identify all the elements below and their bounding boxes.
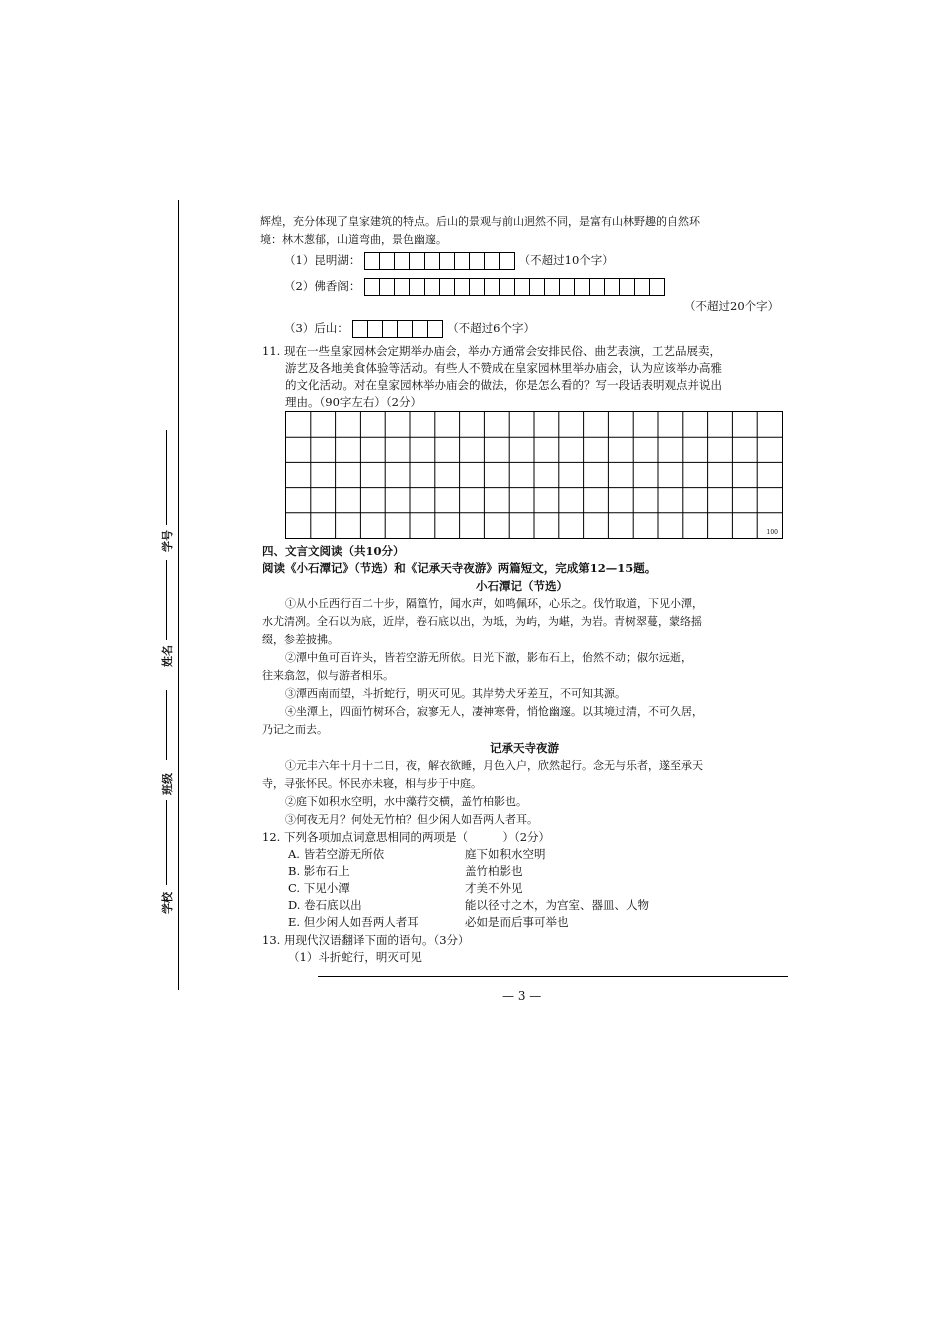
answer-box-cell[interactable] bbox=[455, 253, 470, 269]
text2-title: 记承天寺夜游 bbox=[490, 741, 559, 755]
margin-label-banji: 班级 bbox=[161, 773, 174, 795]
q10-kunming-label: （1）昆明湖： bbox=[284, 253, 361, 267]
answer-box-cell[interactable] bbox=[353, 321, 368, 337]
q11-line-3: 的文化活动。对在皇家园林举办庙会的做法，你是怎么看的？写一段话表明观点并说出 bbox=[285, 378, 722, 392]
q11-line-1: 11. 现在一些皇家园林会定期举办庙会，举办方通常会安排民俗、曲艺表演，工艺品展卖， bbox=[262, 344, 721, 358]
q12-option-a-right: 庭下如积水空明 bbox=[465, 847, 546, 861]
answer-box-cell[interactable] bbox=[425, 279, 440, 295]
answer-box-cell[interactable] bbox=[530, 279, 545, 295]
text1-line-7: ④坐潭上，四面竹树环合，寂寥无人，凄神寒骨，悄怆幽邃。以其境过清，不可久居， bbox=[285, 705, 703, 718]
q12-option-e-right: 必如是而后事可举也 bbox=[465, 915, 569, 929]
q10-foxiang-label: （2）佛香阁： bbox=[284, 279, 361, 293]
answer-box-cell[interactable] bbox=[365, 279, 380, 295]
q12-option-e-left: E. 但少闲人如吾两人者耳 bbox=[288, 915, 419, 929]
answer-box-cell[interactable] bbox=[395, 279, 410, 295]
margin-label-xuexiao: 学校 bbox=[161, 892, 174, 914]
xuehao-field-line bbox=[166, 430, 167, 525]
q12-option-d-right: 能以径寸之木，为宫室、器皿、人物 bbox=[465, 898, 649, 912]
q10-foxiang-boxes[interactable] bbox=[364, 278, 665, 296]
text1-line-2: 水尤清冽。全石以为底，近岸，卷石底以出，为坻，为屿，为嵁，为岩。青树翠蔓，蒙络摇 bbox=[262, 615, 702, 628]
q10-houshan-label: （3）后山： bbox=[284, 321, 349, 335]
answer-box-cell[interactable] bbox=[425, 253, 440, 269]
q10-houshan-limit: （不超过6个字） bbox=[447, 321, 535, 335]
page-number: — 3 — bbox=[502, 989, 542, 1003]
q11-answer-grid[interactable] bbox=[285, 411, 783, 539]
answer-box-cell[interactable] bbox=[368, 321, 383, 337]
answer-box-cell[interactable] bbox=[485, 279, 500, 295]
answer-box-cell[interactable] bbox=[410, 253, 425, 269]
q11-grid-count-mark: 100 bbox=[766, 529, 778, 536]
answer-box-cell[interactable] bbox=[428, 321, 442, 337]
answer-box-cell[interactable] bbox=[545, 279, 560, 295]
text1-title: 小石潭记（节选） bbox=[476, 579, 568, 593]
q10-houshan-row bbox=[284, 320, 535, 338]
q12-option-d-left: D. 卷石底以出 bbox=[288, 898, 362, 912]
answer-box-cell[interactable] bbox=[455, 279, 470, 295]
text1-line-4: ②潭中鱼可百许头，皆若空游无所依。日光下澈，影布石上，佁然不动；俶尔远逝， bbox=[285, 651, 692, 664]
answer-box-cell[interactable] bbox=[500, 279, 515, 295]
q10-foxiang-limit: （不超过20个字） bbox=[684, 299, 780, 313]
intro-line-1: 辉煌，充分体现了皇家建筑的特点。后山的景观与前山迥然不同，是富有山林野趣的自然环 bbox=[260, 215, 700, 228]
text2-line-4: ③何夜无月？何处无竹柏？但少闲人如吾两人者耳。 bbox=[285, 813, 538, 826]
q11-grid-lines bbox=[286, 412, 782, 538]
banji-field-line bbox=[166, 690, 167, 760]
answer-box-cell[interactable] bbox=[365, 253, 380, 269]
answer-box-cell[interactable] bbox=[500, 253, 514, 269]
answer-box-cell[interactable] bbox=[575, 279, 590, 295]
answer-box-cell[interactable] bbox=[440, 279, 455, 295]
answer-box-cell[interactable] bbox=[380, 253, 395, 269]
q11-line-4: 理由。（90字左右）（2分） bbox=[285, 395, 422, 409]
q12-option-c-left: C. 下见小潭 bbox=[288, 881, 350, 895]
answer-box-cell[interactable] bbox=[605, 279, 620, 295]
answer-box-cell[interactable] bbox=[410, 279, 425, 295]
q12-option-b-right: 盖竹柏影也 bbox=[465, 864, 523, 878]
margin-label-xuehao: 学号 bbox=[161, 530, 174, 552]
answer-box-cell[interactable] bbox=[650, 279, 664, 295]
answer-box-cell[interactable] bbox=[590, 279, 605, 295]
q12-option-b-left: B. 影布石上 bbox=[288, 864, 350, 878]
section4-title: 四、文言文阅读（共10分） bbox=[262, 544, 405, 558]
q11-line-2: 游艺及各地美食体验等活动。有些人不赞成在皇家园林里举办庙会，认为应该举办高雅 bbox=[285, 361, 722, 375]
q13-stem: 13. 用现代汉语翻译下面的语句。（3分） bbox=[262, 933, 470, 947]
q12-option-a-left: A. 皆若空游无所依 bbox=[288, 847, 385, 861]
text2-line-2: 寺，寻张怀民。怀民亦未寝，相与步于中庭。 bbox=[262, 777, 482, 790]
q13-item-1: （1）斗折蛇行，明灭可见 bbox=[288, 950, 422, 964]
q12-option-c-right: 才美不外见 bbox=[465, 881, 523, 895]
q12-stem: 12. 下列各项加点词意思相同的两项是（ ）（2分） bbox=[262, 830, 551, 844]
answer-box-cell[interactable] bbox=[395, 253, 410, 269]
answer-box-cell[interactable] bbox=[413, 321, 428, 337]
answer-box-cell[interactable] bbox=[383, 321, 398, 337]
answer-box-cell[interactable] bbox=[560, 279, 575, 295]
answer-box-cell[interactable] bbox=[380, 279, 395, 295]
binding-margin-line bbox=[178, 200, 179, 990]
answer-box-cell[interactable] bbox=[398, 321, 413, 337]
xingming-field-line bbox=[166, 560, 167, 640]
answer-box-cell[interactable] bbox=[470, 253, 485, 269]
q10-foxiang-row bbox=[284, 278, 665, 296]
footer-rule bbox=[318, 976, 788, 977]
answer-box-cell[interactable] bbox=[620, 279, 635, 295]
text1-line-5: 往来翕忽，似与游者相乐。 bbox=[262, 669, 394, 682]
answer-box-cell[interactable] bbox=[515, 279, 530, 295]
answer-box-cell[interactable] bbox=[440, 253, 455, 269]
text2-line-1: ①元丰六年十月十二日，夜，解衣欲睡，月色入户，欣然起行。念无与乐者，遂至承天 bbox=[285, 759, 703, 772]
q10-houshan-boxes[interactable] bbox=[352, 320, 443, 338]
answer-box-cell[interactable] bbox=[635, 279, 650, 295]
margin-label-xingming: 姓名 bbox=[161, 645, 174, 667]
text2-line-3: ②庭下如积水空明，水中藻荇交横，盖竹柏影也。 bbox=[285, 795, 527, 808]
intro-line-2: 境：林木葱郁，山道弯曲，景色幽邃。 bbox=[260, 233, 447, 246]
answer-box-cell[interactable] bbox=[485, 253, 500, 269]
section4-instruction: 阅读《小石潭记》（节选）和《记承天寺夜游》两篇短文，完成第12—15题。 bbox=[262, 561, 657, 575]
q10-kunming-limit: （不超过10个字） bbox=[518, 253, 614, 267]
q10-kunming-boxes[interactable] bbox=[364, 252, 515, 270]
text1-line-6: ③潭西南而望，斗折蛇行，明灭可见。其岸势犬牙差互，不可知其源。 bbox=[285, 687, 626, 700]
text1-line-3: 缀，参差披拂。 bbox=[262, 633, 339, 646]
xuexiao-field-line bbox=[166, 800, 167, 885]
q10-kunming-row bbox=[284, 252, 614, 270]
answer-box-cell[interactable] bbox=[470, 279, 485, 295]
text1-line-1: ①从小丘西行百二十步，隔篁竹，闻水声，如鸣佩环，心乐之。伐竹取道，下见小潭， bbox=[285, 597, 703, 610]
text1-line-8: 乃记之而去。 bbox=[262, 723, 328, 736]
